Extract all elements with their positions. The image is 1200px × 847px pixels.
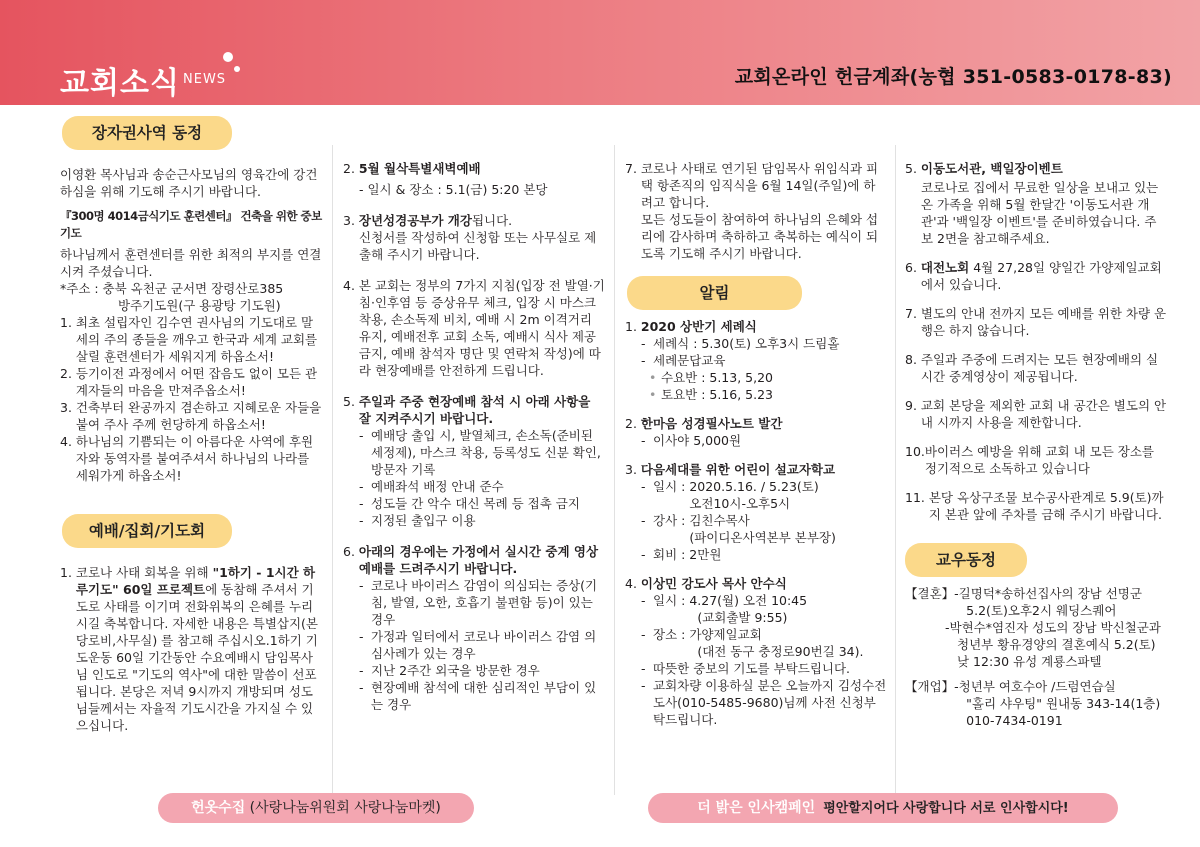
list-item: 6. 대전노회 4월 27,28일 양일간 가양제일교회에서 있습니다. xyxy=(905,260,1162,292)
clothing-drive-label: 헌옷수집 xyxy=(191,800,246,816)
sub-key: 일시 : xyxy=(653,593,690,608)
list-item: 8. 주일과 주중에 드려지는 모든 현장예배의 실시간 중계영상이 제공됩니다. xyxy=(905,351,1167,385)
sub-text: 지난 2주간 외국을 방문한 경우 xyxy=(371,663,540,678)
sub-value: 가양제일교회 xyxy=(689,627,762,642)
list-item xyxy=(60,399,322,433)
list-number: 1. xyxy=(60,565,76,580)
wedding-tag: 【결혼】 xyxy=(905,586,955,601)
list-item: 2. 한마음 성경필사노트 발간 xyxy=(625,415,887,432)
section-heading-ministry: 장자권사역 동정 xyxy=(62,116,232,150)
list-text: 최초 설립자인 김수연 권사님의 기도대로 말세의 주의 종들을 깨우고 한국과 세계 교회를 살릴 훈련센터가 세워지게 하옵소서! xyxy=(75,315,318,364)
address-line-2: 방주기도원(구 용광탕 기도원) xyxy=(118,298,281,313)
list-number: 4. xyxy=(60,434,76,449)
list-item: 5. 이동도서관, 백일장이벤트 xyxy=(905,160,1167,177)
member-line: -길명덕*송하선집사의 장남 선명군 xyxy=(954,586,1142,601)
sub-item: - 교회차량 이용하실 분은 오늘까지 김성수전도사(010-5485-9680)님께 사전 신청부탁드립니다. xyxy=(641,678,887,727)
clothing-drive-text: (사랑나눔위원회 사랑나눔마켓) xyxy=(245,800,441,816)
opening-news xyxy=(905,678,1167,729)
sub-item: - 따뜻한 중보의 기도를 부탁드립니다. xyxy=(625,660,887,677)
sub-text: 예배좌석 배정 안내 준수 xyxy=(371,479,504,494)
member-line: -청년부 여호수아 /드럼연습실 xyxy=(954,679,1116,694)
sub-item: - 지정된 출입구 이용 xyxy=(343,512,605,529)
bible-study-body: 신청서를 작성하여 신청함 또는 사무실로 제출해 주시기 바랍니다. xyxy=(359,230,597,262)
sub-value: (대전 동구 충정로90번길 34). xyxy=(697,644,864,659)
sub-item: • 수요반 : 5.13, 5,20 xyxy=(625,369,887,386)
bible-study-suffix: 됩니다. xyxy=(471,213,513,228)
sub-text: 코로나 바이러스 감염이 의심되는 증상(기침, 발열, 오한, 호흡기 불편함 등)이 있는 경우 xyxy=(371,578,598,627)
sub-item: • 토요반 : 5.16, 5.23 xyxy=(625,386,887,403)
sub-item: - 현장예배 참석에 대한 심리적인 부담이 있는 경우 xyxy=(343,679,605,713)
offering-account: 교회온라인 헌금계좌(농협 351-0583-0178-83) xyxy=(734,66,1172,88)
sub-text: 현장예배 참석에 대한 심리적인 부담이 있는 경우 xyxy=(371,680,597,712)
list-text: 등기이전 과정에서 어떤 잡음도 없이 모든 관계자들의 마음을 만져주옵소서! xyxy=(75,366,318,398)
worship-item xyxy=(60,564,322,734)
list-item: 4. 본 교회는 정부의 7가지 지침(입장 전 발열·기침·인후염 등 증상유무 체크, 입장 시 마스크 착용, 손소독제 비치, 예배 시 2m 이격거리 유지, 예배전후 교회 소독, 예배시 식사 제공 금지, 예배 참석자 명단 및 연락처 작성)에 따라 현장예배를 안전하게 드립니다. xyxy=(343,278,605,378)
column-divider xyxy=(332,145,333,795)
list-item xyxy=(60,314,322,365)
list-text: 본당 옥상구조물 보수공사관계로 5.9(토)까지 본관 앞에 주차를 금해 주시기 바랍니다. xyxy=(928,490,1164,522)
sub-item: - 장소 : 가양제일교회 (대전 동구 충정로90번길 34). xyxy=(641,627,864,659)
sub-item: - 예배당 출입 시, 발열체크, 손소독(준비된 세정제), 마스크 착용, 등록성도 신분 확인, 방문자 기록 xyxy=(343,427,605,478)
sub-text: 가정과 일터에서 코로나 바이러스 감염 의심사례가 있는 경우 xyxy=(371,629,597,661)
opening-tag: 【개업】 xyxy=(905,679,955,694)
member-line: -박현수*염진자 성도의 장남 박신철군과 xyxy=(945,620,1161,635)
sub-item: - 세례문답교육 xyxy=(625,352,887,369)
guideline-text: 본 교회는 정부의 7가지 지침(입장 전 발열·기침·인후염 등 증상유무 체크, 입장 시 마스크 착용, 손소독제 비치, 예배 시 2m 이격거리 유지, 예배전후 교회 소독, 예배시 식사 제공 금지, 예배 참석자 명단 및 연락처 작성)에 따라 현장예배를 안전하게 드립니다. xyxy=(358,278,605,378)
clothing-drive-banner xyxy=(158,793,474,823)
sub-text: 교회차량 이용하실 분은 오늘까지 김성수전도사(010-5485-9680)님께 사전 신청부탁드립니다. xyxy=(653,678,887,727)
section-heading-worship: 예배/집회/기도회 xyxy=(62,514,232,548)
decor-dot-small-icon xyxy=(234,66,240,72)
training-center-body: 하나님께서 훈련센터를 위한 최적의 부지를 연결시켜 주셨습니다. xyxy=(60,247,322,279)
member-line: 낮 12:30 유성 계룡스파텔 xyxy=(957,654,1102,669)
list-text: 교회 본당을 제외한 교회 내 공간은 별도의 안내 시까지 사용을 제한합니다. xyxy=(920,398,1167,430)
column-divider xyxy=(614,145,615,795)
sub-item: - 이사야 5,000원 xyxy=(625,432,887,449)
list-item: 2. 5월 월삭특별새벽예배 xyxy=(343,160,605,177)
list-item: 11. 본당 옥상구조물 보수공사관계로 5.9(토)까지 본관 앞에 주차를 금해 주시기 바랍니다. xyxy=(905,489,1167,523)
list-item: 5. 주일과 주중 현장예배 참석 시 아래 사항을 잘 지켜주시기 바랍니다. xyxy=(343,393,605,427)
library-event-body: 코로나로 집에서 무료한 일상을 보내고 있는 온 가족을 위해 5월 한달간 '이동도서관 개관'과 '백일장 이벤트'를 준비하였습니다. 주보 2면을 참고해주세요. xyxy=(921,180,1159,246)
column-1 xyxy=(60,108,322,734)
column-3 xyxy=(625,108,887,728)
sub-text: 성도들 간 악수 대신 목례 등 접촉 금지 xyxy=(371,496,580,511)
list-text: 별도의 안내 전까지 모든 예배를 위한 차량 운행은 하지 않습니다. xyxy=(920,306,1167,338)
column-4 xyxy=(905,108,1167,729)
list-item: 9. 교회 본당을 제외한 교회 내 공간은 별도의 안내 시까지 사용을 제한합니다. xyxy=(905,398,1167,430)
greeting-campaign-message: 평안할지어다 사랑합니다 서로 인사합시다! xyxy=(823,801,1069,816)
member-line: 청년부 황유경양의 결혼예식 5.2(토) xyxy=(957,637,1156,652)
sub-text: 세례식 : 5.30(토) 오후3시 드림홀 xyxy=(653,336,840,351)
list-item: 4. 이상민 강도사 목사 안수식 xyxy=(625,575,887,592)
address-line: *주소 : 충북 옥천군 군서면 장령산로385 xyxy=(60,281,284,296)
preacher-school-title: 다음세대를 위한 어린이 설교자학교 xyxy=(640,462,836,477)
news-label: NEWS xyxy=(183,72,227,87)
list-number: 1. xyxy=(60,315,76,330)
list-item xyxy=(60,433,322,484)
member-line: "홀리 샤우팅" 원내동 343-14(1층) xyxy=(966,696,1161,711)
training-center-title: 『300명 4014금식기도 훈련센터』 건축을 위한 중보기도 xyxy=(60,209,322,240)
sub-item: - 성도들 간 악수 대신 목례 등 접촉 금지 xyxy=(343,495,605,512)
dawn-service-title: 5월 월삭특별새벽예배 xyxy=(358,161,481,176)
sub-text: 예배당 출입 시, 발열체크, 손소독(준비된 세정제), 마스크 착용, 등록성도 신분 확인, 방문자 기록 xyxy=(371,428,601,477)
ordination-text-2: 모든 성도들이 참여하여 하나님의 은혜와 섭리에 감사하며 축하하고 축복하는 예식이 되도록 기도해 주시기 바랍니다. xyxy=(640,212,879,261)
sub-item: - 가정과 일터에서 코로나 바이러스 감염 의심사례가 있는 경우 xyxy=(343,628,605,662)
worship-intro: 코로나 사태 회복을 위해 xyxy=(75,565,213,580)
list-item: 3. 다음세대를 위한 어린이 설교자학교 xyxy=(625,461,887,478)
list-number: 3. xyxy=(60,400,76,415)
wedding-news xyxy=(905,585,1167,619)
member-line: 010-7434-0191 xyxy=(966,713,1063,728)
sub-item: - 세례식 : 5.30(토) 오후3시 드림홀 xyxy=(625,335,887,352)
worship-detail: 에 동참해 주셔서 기도로 사태를 이기며 전화위복의 은혜를 누리시길 축복합니다. 자세한 내용은 특별삽지(본당로비,사무실) 를 참고해 주십시오.1하기 기도운동 60일 기간동안 수요예배시 담임목사님 인도로 "기도의 역사"에 대한 말씀이 선포됩니다. 본당은 저녁 9시까지 개방되며 성도님들께서는 자율적 기도시간을 가지실 수 있으십니다. xyxy=(75,582,319,733)
page-title: 교회소식 xyxy=(60,66,180,101)
bible-note-title: 한마음 성경필사노트 발간 xyxy=(640,416,783,431)
sub-text: 따뜻한 중보의 기도를 부탁드립니다. xyxy=(653,661,851,676)
list-item: 7. 별도의 안내 전까지 모든 예배를 위한 차량 운행은 하지 않습니다. xyxy=(905,306,1167,338)
greeting-campaign-banner xyxy=(648,793,1118,823)
sub-item: - 코로나 바이러스 감염이 의심되는 증상(기침, 발열, 오한, 호흡기 불편함 등)이 있는 경우 xyxy=(343,577,605,628)
member-line: 5.2(토)오후2시 웨딩스퀘어 xyxy=(966,603,1117,618)
sub-item: - 일시 : 4.27(월) 오전 10:45 (교회출발 9:55) xyxy=(641,593,808,625)
sub-text: 세례문답교육 xyxy=(653,353,726,368)
list-item: 3. 장년성경공부가 개강됩니다. xyxy=(343,213,513,228)
list-text: 바이러스 예방을 위해 교회 내 모든 장소를 정기적으로 소독하고 있습니다 xyxy=(924,444,1155,476)
attendance-rules-title: 주일과 주중 현장예배 참석 시 아래 사항을 잘 지켜주시기 바랍니다. xyxy=(358,394,591,426)
section-heading-notice: 알림 xyxy=(627,276,802,310)
section-heading-members: 교우동정 xyxy=(905,543,1027,577)
list-item xyxy=(60,365,322,399)
sub-text: 이사야 5,000원 xyxy=(653,433,742,448)
sub-key: 강사 : xyxy=(653,513,690,528)
sub-item: - 지난 2주간 외국을 방문한 경우 xyxy=(343,662,605,679)
column-divider xyxy=(895,145,896,795)
worship-text xyxy=(76,564,322,734)
sub-value: 4.27(월) 오전 10:45 xyxy=(689,593,808,608)
list-text: 하나님의 기쁨되는 이 아름다운 사역에 후원자와 동역자를 붙여주셔서 하나님의 나라를 세워가게 하옵소서! xyxy=(75,434,314,483)
sub-value: 김친수목사 xyxy=(689,513,750,528)
dawn-service-detail: - 일시 & 장소 : 5.1(금) 5:20 본당 xyxy=(359,182,548,197)
sub-item: - 일시 : 2020.5.16. / 5.23(토) 오전10시-오후5시 xyxy=(641,479,819,511)
list-number: 2. xyxy=(60,366,76,381)
sub-key: 장소 : xyxy=(653,627,690,642)
decor-dot-icon xyxy=(223,52,233,62)
list-text: 건축부터 완공까지 겸손하고 지혜로운 자들을 붙여 주사 주께 헌당하게 하옵소서! xyxy=(75,400,322,432)
ordination-text: 코로나 사태로 연기된 담임목사 위임식과 피택 항존직의 임직식을 6월 14일(주일)에 하려고 합니다. xyxy=(640,161,879,210)
sub-value: (파이디온사역본부 본부장) xyxy=(689,530,836,545)
column-2 xyxy=(343,108,605,713)
ordination-service-title: 이상민 강도사 목사 안수식 xyxy=(640,576,787,591)
sub-key: 일시 : xyxy=(653,479,690,494)
sub-text: 회비 : 2만원 xyxy=(653,547,722,562)
sub-text: 토요반 : 5.16, 5.23 xyxy=(661,387,773,402)
prayer-project: "1하기 - 1시간 하루기도" 60일 프로젝트 xyxy=(75,565,316,597)
header-banner xyxy=(0,0,1200,105)
sub-item: - 강사 : 김친수목사 (파이디온사역본부 본부장) xyxy=(641,513,836,545)
greeting-campaign-label: 더 밝은 인사캠페인 xyxy=(697,800,816,816)
list-item: 1. 2020 상반기 세례식 xyxy=(625,318,887,335)
sub-item: - 예배좌석 배정 안내 준수 xyxy=(343,478,605,495)
sub-text: 수요반 : 5.13, 5,20 xyxy=(661,370,773,385)
list-text: 주일과 주중에 드려지는 모든 현장예배의 실시간 중계영상이 제공됩니다. xyxy=(920,352,1159,384)
sub-value: 2020.5.16. / 5.23(토) xyxy=(689,479,819,494)
bible-study-title: 장년성경공부가 개강 xyxy=(358,213,472,228)
library-event-title: 이동도서관, 백일장이벤트 xyxy=(920,161,1063,176)
baptism-title: 2020 상반기 세례식 xyxy=(640,319,757,334)
prayer-pastor: 이영환 목사님과 송순근사모님의 영육간에 강건하심을 위해 기도해 주시기 바랍니다. xyxy=(60,167,318,199)
sub-text: 지정된 출입구 이용 xyxy=(371,513,476,528)
online-worship-title: 아래의 경우에는 가정에서 실시간 중계 영상예배를 드려주시기 바랍니다. xyxy=(358,544,599,576)
list-item: 7. 코로나 사태로 연기된 담임목사 위임식과 피택 항존직의 임직식을 6월 14일(주일)에 하려고 합니다. 모든 성도들이 참여하여 하나님의 은혜와 섭리에 감사하며 축하하고 축복하는 예식이 되도록 기도해 주시기 바랍니다. xyxy=(625,161,879,261)
sub-value: 오전10시-오후5시 xyxy=(689,496,791,511)
list-item: 6. 아래의 경우에는 가정에서 실시간 중계 영상예배를 드려주시기 바랍니다. xyxy=(343,543,605,577)
presbytery-body: 4월 27,28일 양일간 가양제일교회에서 있습니다. xyxy=(920,260,1162,292)
presbytery-title: 대전노회 xyxy=(920,260,970,275)
sub-item: - 회비 : 2만원 xyxy=(625,546,887,563)
list-item: 10. 바이러스 예방을 위해 교회 내 모든 장소를 정기적으로 소독하고 있습니다 xyxy=(905,443,1167,477)
sub-value: (교회출발 9:55) xyxy=(697,610,788,625)
